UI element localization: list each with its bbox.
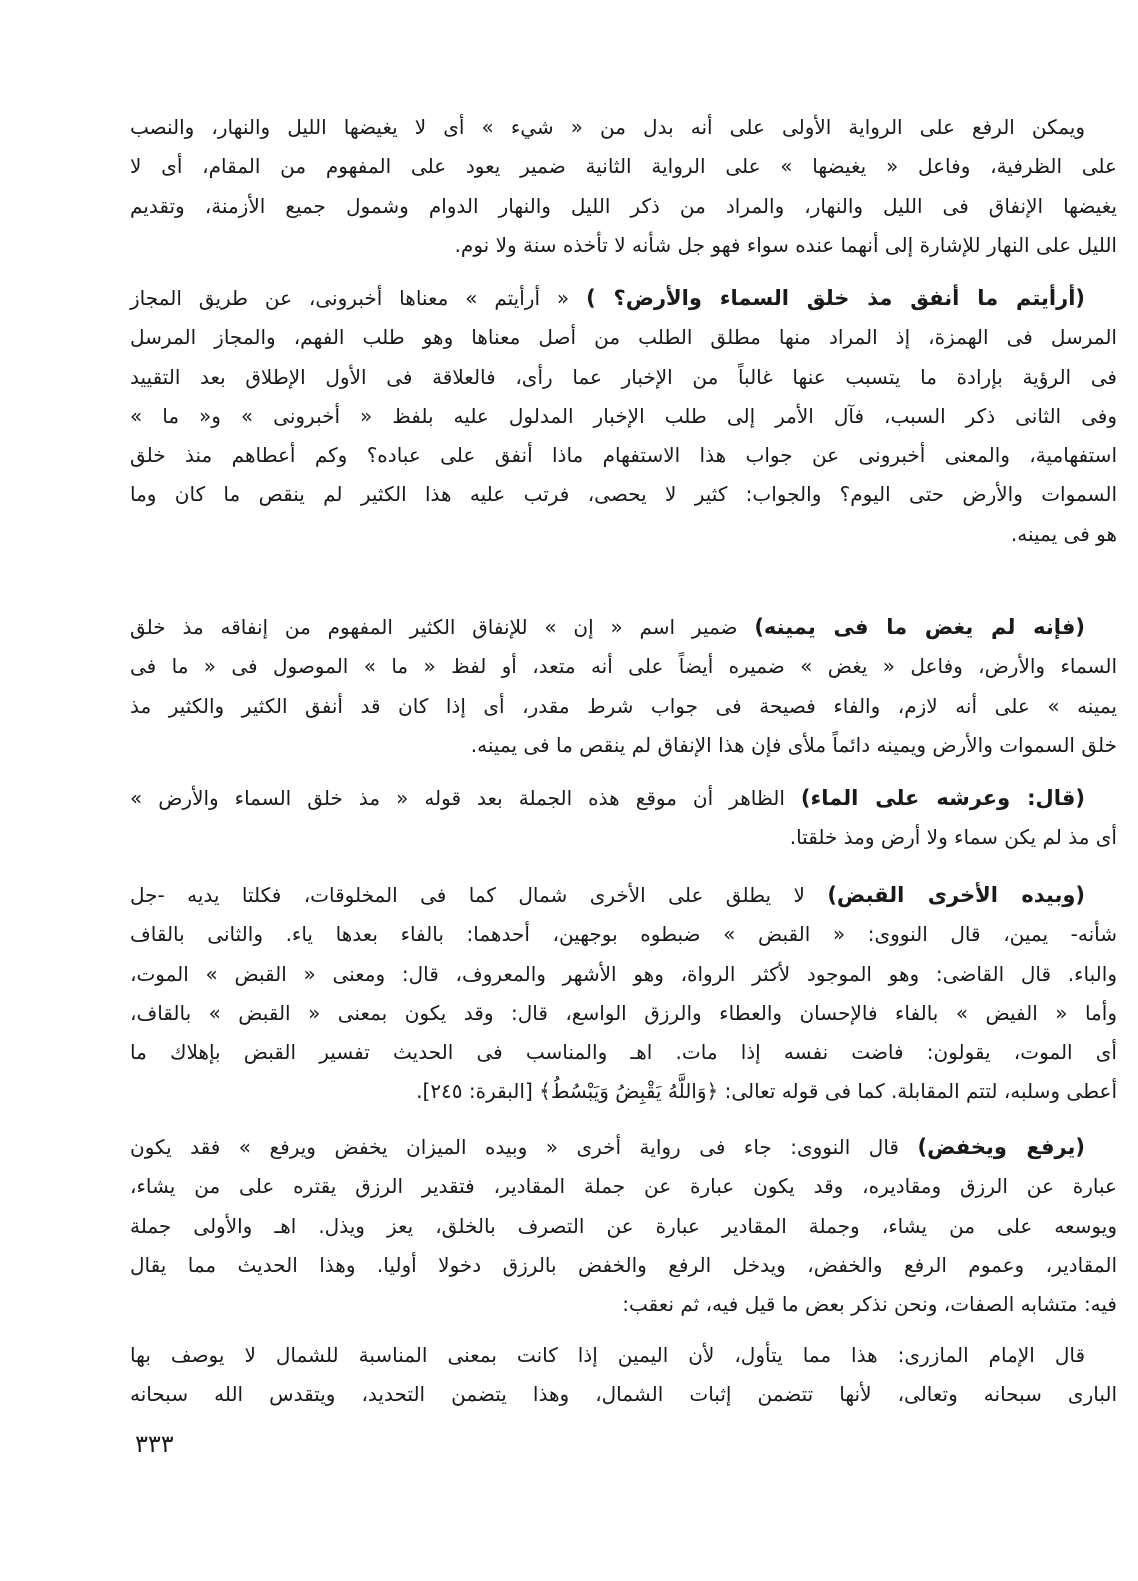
text-line <box>130 358 1117 397</box>
paragraph <box>130 876 1117 1112</box>
paragraph <box>130 108 1117 265</box>
heading-phrase: (يرفع ويخفض) <box>917 1135 1085 1159</box>
text-line <box>130 1072 1117 1111</box>
line-text: المرسل فى الهمزة، إذ المراد منها مطلق الطلب من أصل معناها وهو طلب الفهم، والمجاز المرسل <box>130 325 1117 350</box>
text-line <box>130 818 1117 857</box>
line-text: قال النووى: جاء فى رواية أخرى « وبيده الميزان يخفض ويرفع » فقد يكون <box>130 1135 918 1159</box>
heading-phrase: (قال: وعرشه على الماء) <box>800 786 1085 810</box>
text-line <box>130 726 1117 765</box>
line-text: أى الموت، يقولون: فاضت نفسه إذا مات. اهـ والمناسب فى الحديث تفسير القبض بإهلاك ما <box>130 1040 1117 1065</box>
line-text: السماء والأرض، وفاعل « يغض » ضميره أيضاً على أنه متعد، أو لفظ « ما » الموصول فى « ما فى <box>130 654 1117 679</box>
line-text: الليل على النهار للإشارة إلى أنهما عنده سواء فهو جل شأنه لا تأخذه سنة ولا نوم. <box>454 232 1117 257</box>
paragraph <box>130 279 1117 554</box>
line-text: وأما « الفيض » بالفاء فالإحسان والعطاء والرزق الواسع، قال: وقد يكون بمعنى « القبض » بالقاف، <box>130 1000 1117 1025</box>
line-text: الظاهر أن موقع هذه الجملة بعد قوله « مذ خلق السماء والأرض » <box>130 786 801 810</box>
line-text: السموات والأرض حتى اليوم؟ والجواب: كثير لا يحصى، فرتب عليه هذا الكثير لم ينقص ما كان وما <box>130 482 1117 507</box>
text-line <box>130 779 1117 818</box>
text-line <box>130 647 1117 686</box>
text-line <box>130 147 1117 186</box>
text-line <box>130 397 1117 436</box>
text-line <box>130 318 1117 357</box>
line-text: فيه: متشابه الصفات، ونحن نذكر بعض ما قيل فيه، ثم نعقب: <box>622 1292 1117 1317</box>
text-line <box>130 1167 1117 1206</box>
text-line <box>130 226 1117 265</box>
line-text: شأنه- يمين، قال النووى: « القبض » ضبطوه بوجهين، أحدهما: بالفاء بعدها ياء. والثانى بالقاف <box>130 922 1117 947</box>
text-line <box>130 994 1117 1033</box>
line-text: المقادير، وعموم الرفع والخفض، ويدخل الرفع والخفض بالرزق دخولا أوليا. وهذا الحديث مما يقال <box>130 1252 1117 1277</box>
line-text: وفى الثانى ذكر السبب، فآل الأمر إلى طلب الإخبار المدلول عليه بلفظ « أخبرونى » و« ما » <box>130 403 1117 428</box>
line-text: والباء. قال القاضى: وهو الموجود لأكثر الرواة، وهو الأشهر والمعروف، قال: ومعنى « القبض » الموت، <box>130 961 1117 986</box>
line-text: فى الرؤية بإرادة ما يتسبب عنها غالباً من الإخبار عما رأى، فالعلاقة فى الأول الإطلاق بعد التقييد <box>130 364 1117 389</box>
line-text: هو فى يمينه. <box>1010 521 1117 546</box>
text-line <box>130 876 1117 915</box>
line-text: يغيضها الإنفاق فى الليل والنهار، والمراد من ذكر الليل والنهار الدوام وشمول جميع الأزمنة، وتقديم <box>130 193 1117 218</box>
line-text: على الظرفية، وفاعل « يغيضها » على الرواية الثانية ضمير يعود على المفهوم من المقام، أى لا <box>130 154 1117 179</box>
paragraph <box>130 1128 1117 1324</box>
line-text: أعطى وسلبه، لتتم المقابلة. كما فى قوله تعالى: ﴿وَاللَّهُ يَقْبِضُ وَيَبْسُطُ﴾ [البقرة: ٢٤٥]. <box>416 1079 1117 1104</box>
paragraph <box>130 608 1117 765</box>
text-line <box>130 475 1117 514</box>
text-line <box>130 1285 1117 1324</box>
text-line <box>130 1128 1117 1167</box>
line-text: عبارة عن الرزق ومقاديره، وقد يكون عبارة عن جملة المقادير، فتقدير الرزق يقتره على من يشاء، <box>130 1174 1117 1199</box>
heading-phrase: (وبيده الأخرى القبض) <box>827 883 1086 907</box>
line-text: ويمكن الرفع على الرواية الأولى على أنه بدل من « شيء » أى لا يغيضها الليل والنهار، والنصب <box>130 115 1085 139</box>
text-line <box>130 108 1117 147</box>
page-number: ٣٣٣ <box>135 1430 174 1458</box>
text-line <box>130 955 1117 994</box>
paragraph <box>130 779 1117 858</box>
line-text: استفهامية، والمعنى أخبرونى عن جواب هذا الاستفهام ماذا أنفق على عباده؟ وكم أعطاهم منذ خلق <box>130 443 1117 468</box>
text-line <box>130 279 1117 318</box>
line-text: أى مذ لم يكن سماء ولا أرض ومذ خلقتا. <box>789 825 1117 850</box>
line-text: ضمير اسم « إن » للإنفاق الكثير المفهوم من إنفاقه مذ خلق <box>130 615 755 639</box>
text-line <box>130 187 1117 226</box>
line-text: خلق السموات والأرض ويمينه دائماً ملأى فإن هذا الإنفاق لم ينقص ما فى يمينه. <box>470 732 1117 757</box>
heading-phrase: (أرأيتم ما أنفق مذ خلق السماء والأرض؟ ) <box>586 286 1085 310</box>
text-line <box>130 1033 1117 1072</box>
text-line <box>130 1336 1117 1375</box>
line-text: ويوسعه على من يشاء، وجملة المقادير عبارة عن التصرف بالخلق، يعز ويذل. اهـ والأولى جملة <box>130 1213 1117 1238</box>
text-line <box>130 608 1117 647</box>
text-line <box>130 436 1117 475</box>
text-line <box>130 1207 1117 1246</box>
line-text: قال الإمام المازرى: هذا مما يتأول، لأن اليمين إذا كانت بمعنى المناسبة للشمال لا يوصف بها <box>130 1343 1085 1367</box>
text-line <box>130 515 1117 554</box>
text-line <box>130 1246 1117 1285</box>
line-text: لا يطلق على الأخرى شمال كما فى المخلوقات، فكلتا يديه -جل <box>130 883 828 907</box>
line-text: « أرأيتم » معناها أخبرونى، عن طريق المجاز <box>130 286 587 310</box>
text-line <box>130 1375 1117 1414</box>
text-line <box>130 687 1117 726</box>
line-text: يمينه » على أنه لازم، والفاء فصيحة فى جواب شرط مقدر، أى إذا كان قد أنفق الكثير والكثير مذ <box>130 693 1117 718</box>
line-text: البارى سبحانه وتعالى، لأنها تتضمن إثبات الشمال، وهذا يتضمن التحديد، ويتقدس الله سبحانه <box>130 1382 1117 1407</box>
paragraph <box>130 1336 1117 1415</box>
text-line <box>130 915 1117 954</box>
heading-phrase: (فإنه لم يغض ما فى يمينه) <box>754 615 1085 639</box>
